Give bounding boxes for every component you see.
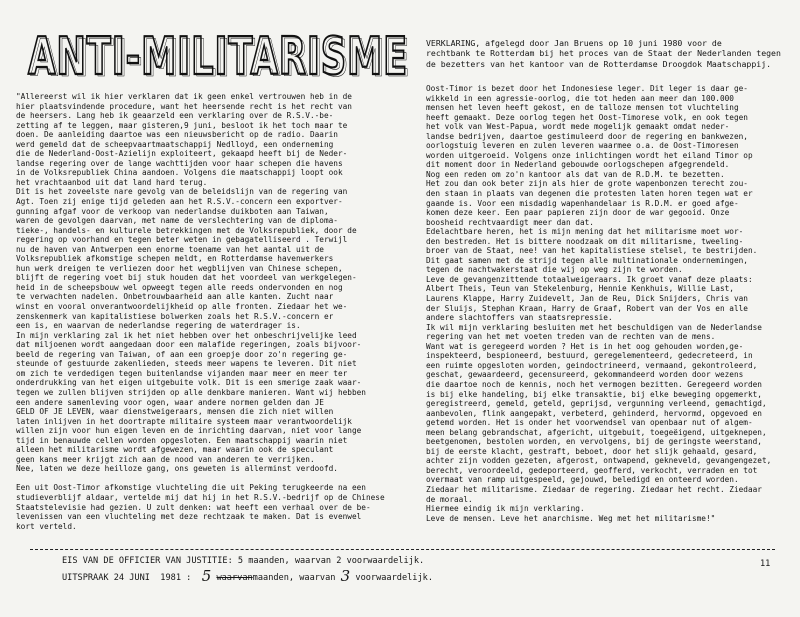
footer-uitspraak	[62, 567, 762, 585]
title-graphic	[26, 24, 411, 84]
title-logo	[26, 24, 411, 84]
page-title-shadow: ANTI-MILITARISME	[30, 29, 411, 84]
struck-text: waarvan	[216, 573, 253, 583]
page-number: 11	[760, 559, 771, 569]
page-title: ANTI-MILITARISME	[28, 27, 408, 84]
left-column	[16, 92, 408, 552]
footer-eis: EIS VAN DE OFFICIER VAN JUSTITIE: 5 maanden, waarvan 2 voorwaardelijk.	[62, 556, 425, 566]
uitspraak-suffix: voorwaardelijk.	[355, 573, 433, 583]
right-column-text: Oost-Timor is bezet door het Indonesiese leger. Dit leger is daar ge- wikkeld in een agressie-oorlog, die tot heden aan meer dan 100.000 mensen het leven heeft gekost, en de talloze mensen tot vluchteling heeft gemaakt. Deze oorlog tegen het Oost-Timorese volk, en ook tegen het volk van West-Papua, wordt mede mogelijk gemaakt omdat neder- landse bedrijven, daartoe gestimuleerd door de regering en bankwezen, oorlogstuig leveren en zulen leveren waarmee o.a. de Oost-Timoresen worden uitgeroeid. Volgens onze inlichtingen wordt het eiland Timor op dit moment door in Nederland gebouwde oorlogschepen afgegrendeld. Nog een reden om zo'n kantoor als dat van de R.D.M. te bezetten. Het zou dan ook beter zijn als hier de grote wapenbonzen terecht zou- den staan in plaats van degenen die protesten laten horen tegen wat er gaande is. Voor een misdadig wapenhandelaar is R.D.M. er goed afge- komen deze keer. Een paar papieren zijn door de war gegooid. Onze boosheid rechtvaardigt meer dan dat. Edelachtbare heren, het is mijn mening dat het militarisme moet wor- den bestreden. Het is bittere noodzaak om dit militarisme, tweeling- broer van de Staat, nee! van het kapitalistiese stelsel, te bestrijden. Dit gaat samen met de strijd tegen alle multinationale ondernemingen, tegen de nachtwakerstaat die wij op weg zijn te worden. Leve de gevangenzittende totaalweigeraars. Ik groet vanaf deze plaats: Albert Theis, Teun van Stekelenburg, Hennie Kenkhuis, Willie Last, Laurens Klappe, Harry Zuidevelt, Jan de Reu, Dick Snijders, Chris van der Sluijs, Stephan Kraan, Harry de Graaf, Robert van der Vos en alle andere slachtoffers van staatsrepressie. Ik wil mijn verklaring besluiten met het beschuldigen van de Nederlandse regering van het met voeten treden van de rechten van de mens. Want wat is geregeerd worden ? Het is in het oog gehouden worden,ge- inspekteerd, bespioneerd, bestuurd, geregelementeerd, gedecreteerd, in een ruimte opgesloten worden, geindoctrineerd, vermaand, gekontroleerd, geschat, gewaardeerd, gecensureerd, gekommandeerd worden door wezens die daartoe noch de kennis, noch het vermogen bezitten. Geregeerd worden is bij elke handeling, bij elke transaktie, bij elke beweging opgemerkt, geregistreerd, gemeld, geteld, geprijsd, vergunning verleend, gemachtigd, aanbevolen, flink aangepakt, verbeterd, gehinderd, hervormd, opgevoed en getemd worden. Het is onder het voorwendsel van openbaar nut of algem- meen belang gebrandschat, afgericht, uitgebuit, toegeëigend, uitgeknepen, beetgenomen, bestolen worden, en vervolgens, bij de geringste weerstand, bij de eerste klacht, gestraft, beboet, door het slijk gehaald, gesard, achter zijn vodden gezeten, afgerost, ontwapend, gekneveld, gevangengezet, berecht, veroordeeld, gedeporteerd, geofferd, verkocht, verraden en tot overmaat van ramp uitgespeeld, gejouwd, beledigd en onteerd worden. Ziedaar het militarisme. Ziedaar de regering. Ziedaar het recht. Ziedaar de moraal. Hiermee eindig ik mijn verklaring. Leve de mensen. Leve het anarchisme. Weg met het militarisme!"	[426, 84, 772, 523]
uitspraak-mid: maanden, waarvan	[252, 573, 336, 583]
dashed-divider	[30, 549, 775, 550]
left-column-text: "Allereerst wil ik hier verklaren dat ik geen enkel vertrouwen heb in de hier plaatsvindende procedure, want het heersende recht is het recht van de heersers. Lang heb ik geaarzeld een verklaring over de R.S.V.-be- zetting af te leggen, maar gisteren,9 juni, besloot ik het toch maar te doen. De aanleiding daartoe was een nieuwsbericht op de radio. Daarin werd gemeld dat de scheepvaartmaatschappij Nedlloyd, een onderneming die de Nederland-Oost-Azielijn exploiteert, gekaapd heeft bij de Neder- landse regering over de lange wachttijden voor haar schepen die havens in de Volksrepubliek China aandoen. Volgens die maatschappij loopt ook het vrachtaanbod uit dat land hard terug. Dit is het zoveelste nare gevolg van de beleidslijn van de regering van Agt. Toen zij enige tijd geleden aan het R.S.V.-concern een exportver- gunning afgaf voor de verkoop van nederlandse duikboten aan Taiwan, waren de gevolgen daarvan, met name de verslechtering van de diploma- tieke-, handels- en kulturele betrekkingen met de Volksrepubliek, door de regering op voorhand en tegen beter weten in gebagatelliseerd . Terwijl nu de haven van Antwerpen een enorme toename van het aantal uit de Volksrepubliek afkomstige schepen meldt, en Rotterdamse havenwerkers hun werk dreigen te verliezen door het wegblijven van Chinese schepen, blijft de regering voet bij stuk houden dat het voordeel van werkgelegen- heid in de scheepsbouw wel opweegt tegen alle reeds ondervonden en nog te verwachten nadelen. Onbetrouwbaarheid aan alle kanten. Zucht naar winst en vooral onverantwoordelijkheid op alle fronten. Ziedaar het we- zenskenmerk van kapitalistiese bolwerken zoals het R.S.V.-concern er een is, en waarvan de nederlandse regering de waterdrager is. In mijn verklaring zal ik het niet hebben over het onbeschrijvelijke leed dat miljoenen wordt aangedaan door een malafide regeringen, zoals bijvoor- beeld de regering van Taiwan, of aan een groepje door zo'n regering ge- steunde of gestuurde zakenlieden, steeds meer wapens te leveren. Dit niet om zich te verdedigen tegen buitenlandse vijanden maar meer en meer ter onderdrukking van het eigen uitgebuite volk. Dit is een smerige zaak waar- tegen we zullen blijven strijden op alle denkbare manieren. Want wij hebben een andere samenleving voor ogen, waar andere normen gelden dan JE GELD OF JE LEVEN, waar dienstweigeraars, mensen die zich niet willen laten inlijven in het doortrapte militaire systeem maar verantwoordelijk willen zijn voor hun eigen leven en de inrichting daarvan, niet voor lange tijd in benauwde cellen worden opgesloten. Een maatschappij waarin niet alleen het militarisme wordt afgewezen, maar waarin ook de speculant geen kans meer krijgt zich aan de nood van anderen te verrijken. Nee, laten we deze heilloze gang, ons geweten is allerminst verdoofd. Een uit Oost-Timor afkomstige vluchteling die uit Peking terugkeerde na een studieverblijf aldaar, vertelde mij dat hij in het R.S.V.-bedrijf op de Chinese Staatstelevisie had gezien. U zult denken: wat heeft een verhaal over de be- levenissen van een vluchteling met deze rechtzaak te maken. Dat is evenwel kort verteld.	[16, 92, 385, 531]
handwritten-conditional: 3	[340, 567, 351, 585]
uitspraak-prefix: UITSPRAAK 24 JUNI 1981 :	[62, 573, 192, 583]
handwritten-months: 5	[201, 567, 212, 585]
right-column	[426, 84, 788, 534]
verklaring-intro: VERKLARING, afgelegd door Jan Bruens op 10 juni 1980 voor de rechtbank te Rotterdam bij het proces van de Staat der Nederlanden tegen de bezetters van het kantoor van de Rotterdamse Droogdok Maatschappij.	[426, 38, 781, 69]
